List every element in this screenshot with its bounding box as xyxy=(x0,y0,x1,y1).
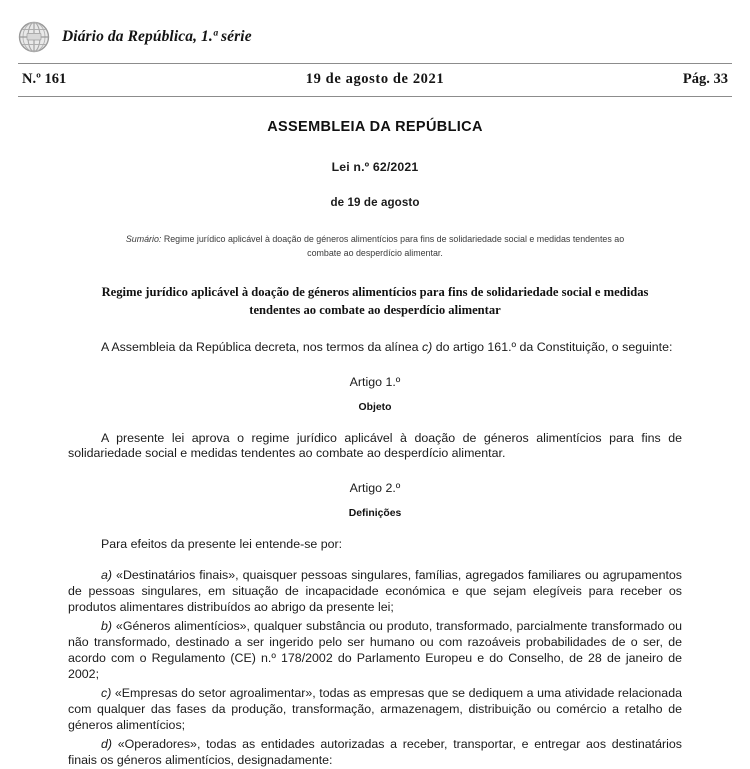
law-date: de 19 de agosto xyxy=(330,196,420,209)
document-content xyxy=(68,97,682,769)
article-2-heading: Artigo 2.º xyxy=(349,481,401,496)
spacer xyxy=(68,556,682,568)
definition-marker: a) xyxy=(101,568,113,583)
running-head xyxy=(0,64,750,96)
article-1-body: A presente lei aprova o regime jurídico aplicável à doação de géneros alimentícios para fins de solidariedade social e medidas tendentes ao combate ao desperdício alimentar. xyxy=(68,430,682,461)
definition-item xyxy=(68,568,682,616)
definition-text: «Empresas do setor agroalimentar», todas as empresas que se dediquem a uma atividade relacionada com qualquer das fases da produção, transformação, armazenagem, distribuição ou comércio a retalho de géneros alimentícios; xyxy=(68,685,682,732)
law-number: Lei n.º 62/2021 xyxy=(331,160,419,174)
article-1-heading: Artigo 1.º xyxy=(349,374,401,389)
preamble-alinea-ref: c) xyxy=(421,339,433,354)
article-1-epigraph: Objeto xyxy=(358,401,392,413)
definition-text: «Destinatários finais», quaisquer pessoas singulares, famílias, agregados familiares ou agrupamentos de pessoas singulares, em situação de incapacidade económica e que sejam elegíveis para receber os produtos alimentares distribuídos ao abrigo da presente lei; xyxy=(68,568,682,615)
definition-marker: d) xyxy=(101,736,113,751)
masthead-title: Diário da República, 1.ª série xyxy=(62,27,252,45)
armillary-sphere-globe-icon xyxy=(18,21,50,53)
definition-item xyxy=(68,686,682,734)
page-number: Pág. 33 xyxy=(682,71,728,87)
definition-text: «Operadores», todas as entidades autorizadas a receber, transportar, e entregar aos destinatários finais os géneros alimentícios, designadamente: xyxy=(68,736,682,767)
article-2-lead: Para efeitos da presente lei entende-se por: xyxy=(101,537,343,552)
preamble-text-2: do artigo 161.º da Constituição, o seguinte: xyxy=(432,339,673,354)
sumario-block xyxy=(117,233,633,260)
definition-item xyxy=(68,737,682,769)
sumario-label: Sumário: xyxy=(125,234,162,244)
sumario-text: Regime jurídico aplicável à doação de géneros alimentícios para fins de solidariedade social e medidas tendentes ao combate ao desperdício alimentar. xyxy=(161,234,625,258)
preamble-paragraph xyxy=(68,340,682,356)
preamble-text-1: A Assembleia da República decreta, nos termos da alínea xyxy=(101,339,422,354)
document-title: Regime jurídico aplicável à doação de géneros alimentícios para fins de solidariedade social e medidas tendentes ao combate ao desperdício alimentar xyxy=(101,285,649,318)
issue-date: 19 de agosto de 2021 xyxy=(305,71,445,87)
issuing-organ: ASSEMBLEIA DA REPÚBLICA xyxy=(267,119,483,135)
definition-item xyxy=(68,619,682,683)
definition-marker: b) xyxy=(101,619,113,634)
definition-marker: c) xyxy=(101,685,112,700)
masthead xyxy=(0,0,750,50)
article-2-epigraph: Definições xyxy=(348,508,402,520)
issue-number: N.º 161 xyxy=(22,71,67,87)
definition-text: «Géneros alimentícios», qualquer substância ou produto, transformado, parcialmente transformado ou não transformado, destinado a ser ingerido pelo ser humano ou com razoáveis probabilidades de o ser, de acordo com o Regulamento (CE) n.º 178/2002 do Parlamento Europeu e do Conselho, de 28 de janeiro de 2002; xyxy=(68,619,682,681)
